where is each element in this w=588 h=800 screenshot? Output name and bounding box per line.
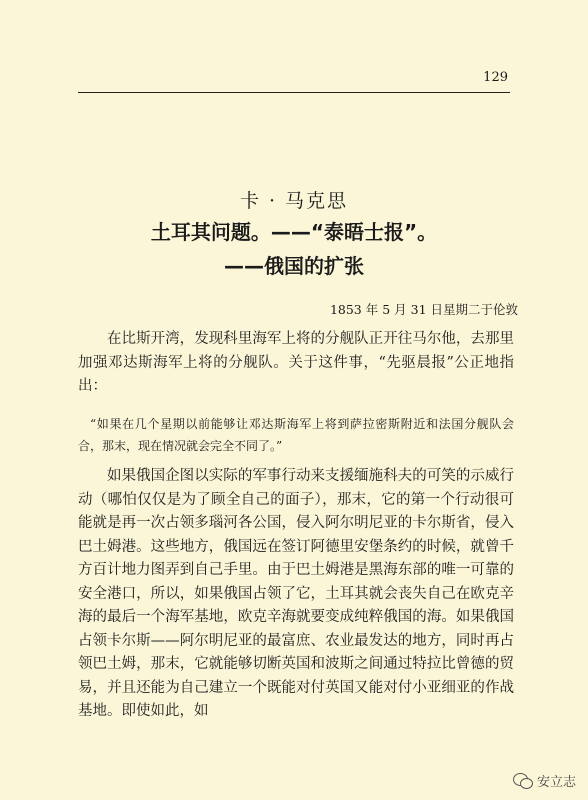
article-title-line-1: 土耳其问题。——“泰晤士报”。 xyxy=(150,220,438,244)
header-rule xyxy=(78,92,510,93)
paragraph-2: 如果俄国企图以实际的军事行动来支援缅施科夫的可笑的示威行动（哪怕仅仅是为了顾全自己的面子），那末，它的第一个行动很可能就是再一次占领多瑙河各公国，侵入阿尔明尼亚的卡尔斯省，侵入巴土姆港。这些地方，俄国远在签订阿德里安堡条约的时候，就曾千方百计地力图弄到自己手里。由于巴土姆港是黑海东部的唯一可靠的安全港口，所以，如果俄国占领了它，土耳其就会丧失自己在欧克辛海的最后一个海军基地，欧克辛海就要变成纯粹俄国的海。如果俄国占领卡尔斯——阿尔明尼亚的最富庶、农业最发达的地方，同时再占领巴土姆，那末，它就能够切断英国和波斯之间通过特拉比曾德的贸易，并且还能为自己建立一个既能对付英国又能对付小亚细亚的作战基地。即使如此，如 xyxy=(78,468,514,719)
watermark-text: 安立志 xyxy=(536,775,576,790)
page-number: 129 xyxy=(483,70,508,85)
dateline: 1853 年 5 月 31 日星期二于伦敦 xyxy=(329,302,518,317)
author-name: 卡 · 马克思 xyxy=(239,190,349,212)
article-title-line-2: ——俄国的扩张 xyxy=(224,254,364,278)
paragraph-1: 在比斯开湾，发现科里海军上将的分舰队正开往马尔他，去那里加强邓达斯海军上将的分舰队。关于这件事，“先驱晨报”公正地指出： xyxy=(78,331,514,394)
block-quote: “如果在几个星期以前能够让邓达斯海军上将到萨拉密斯附近和法国分舰队会合，那末，现在情况就会完全不同了。” xyxy=(78,417,514,453)
wechat-icon xyxy=(513,773,533,788)
watermark xyxy=(513,771,576,790)
